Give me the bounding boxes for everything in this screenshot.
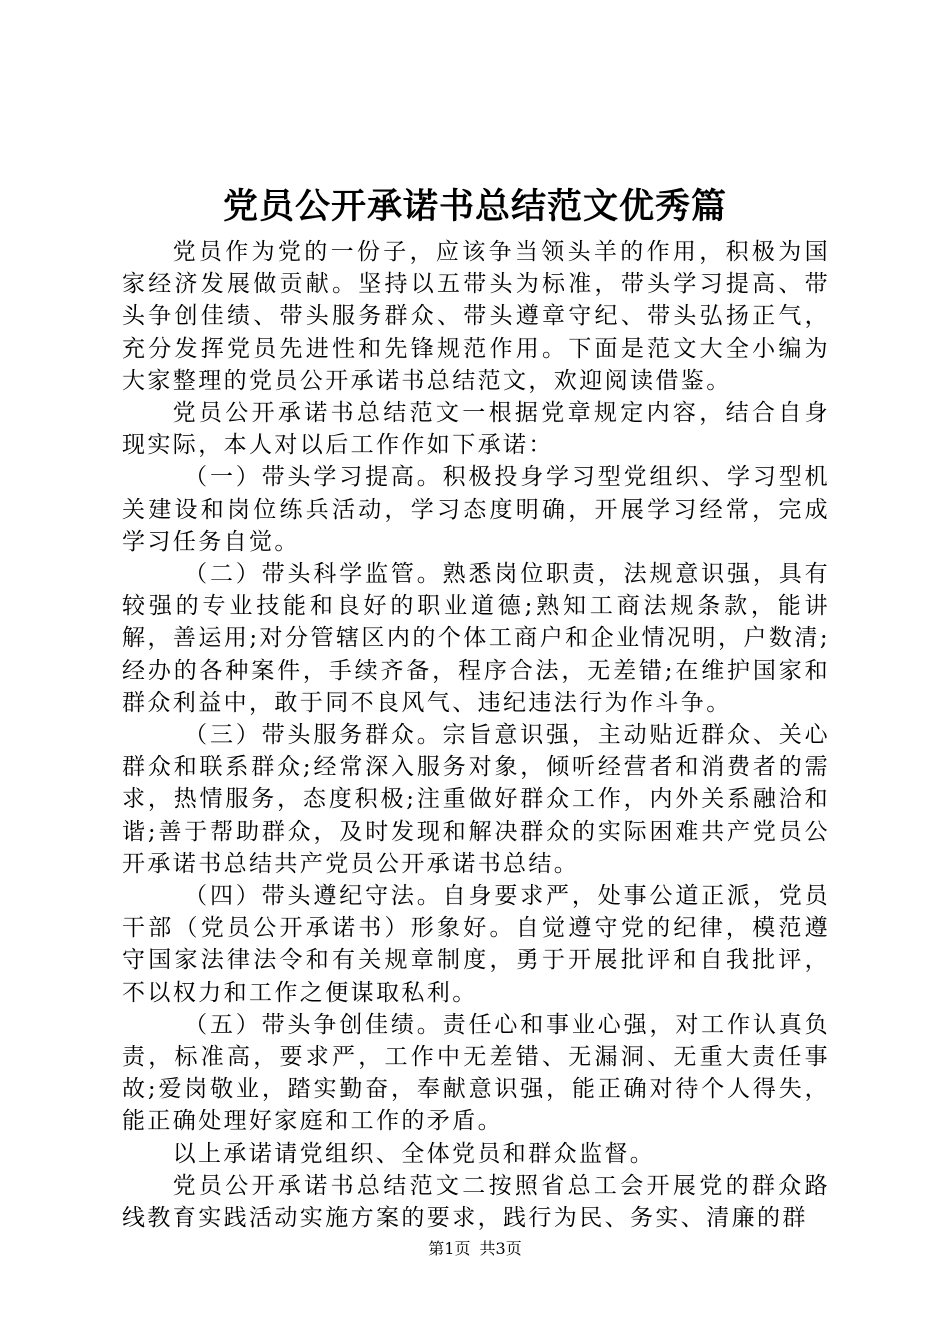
paragraph-item-1: （一）带头学习提高。积极投身学习型党组织、学习型机关建设和岗位练兵活动，学习态度明确，开展学习经常，完成学习任务自觉。 (122, 464, 830, 555)
paragraph-item-2: （二）带头科学监管。熟悉岗位职责，法规意识强，具有较强的专业技能和良好的职业道德;熟知工商法规条款，能讲解，善运用;对分管辖区内的个体工商户和企业情况明，户数清;经办的各种案件，手续齐备，程序合法，无差错;在维护国家和群众利益中，敢于同不良风气、违纪违法行为作斗争。 (122, 561, 830, 716)
paragraph-sample-two-lead: 党员公开承诺书总结范文二按照省总工会开展党的群众路线教育实践活动实施方案的要求，践行为民、务实、清廉的群 (122, 1172, 830, 1232)
paragraph-supervision: 以上承诺请党组织、全体党员和群众监督。 (172, 1140, 656, 1167)
page-number: 第1页 (428, 1239, 471, 1258)
page-footer (0, 1238, 950, 1260)
paragraph-item-3: （三）带头服务群众。宗旨意识强，主动贴近群众、关心群众和联系群众;经常深入服务对象，倾听经营者和消费者的需求，热情服务，态度积极;注重做好群众工作，内外关系融洽和谐;善于帮助群众，及时发现和解决群众的实际困难共产党员公开承诺书总结共产党员公开承诺书总结。 (122, 722, 830, 877)
page-total: 共3页 (479, 1239, 522, 1258)
paragraph-item-5: （五）带头争创佳绩。责任心和事业心强，对工作认真负责，标准高，要求严，工作中无差错、无漏洞、无重大责任事故;爱岗敬业，踏实勤奋，奉献意识强，能正确对待个人得失，能正确处理好家庭和工作的矛盾。 (122, 1011, 830, 1135)
document-body (122, 236, 830, 1234)
paragraph-item-4: （四）带头遵纪守法。自身要求严，处事公道正派，党员干部（党员公开承诺书）形象好。自觉遵守党的纪律，模范遵守国家法律法令和有关规章制度，勇于开展批评和自我批评，不以权力和工作之便谋取私利。 (122, 883, 830, 1006)
document-title: 党员公开承诺书总结范文优秀篇 (222, 186, 727, 227)
paragraph-intro: 党员作为党的一份子，应该争当领头羊的作用，积极为国家经济发展做贡献。坚持以五带头为标准，带头学习提高、带头争创佳绩、带头服务群众、带头遵章守纪、带头弘扬正气，充分发挥党员先进性和先锋规范作用。下面是范文大全小编为大家整理的党员公开承诺书总结范文，欢迎阅读借鉴。 (122, 239, 830, 394)
paragraph-sample-one-lead: 党员公开承诺书总结范文一根据党章规定内容，结合自身现实际，本人对以后工作作如下承诺： (122, 400, 830, 459)
